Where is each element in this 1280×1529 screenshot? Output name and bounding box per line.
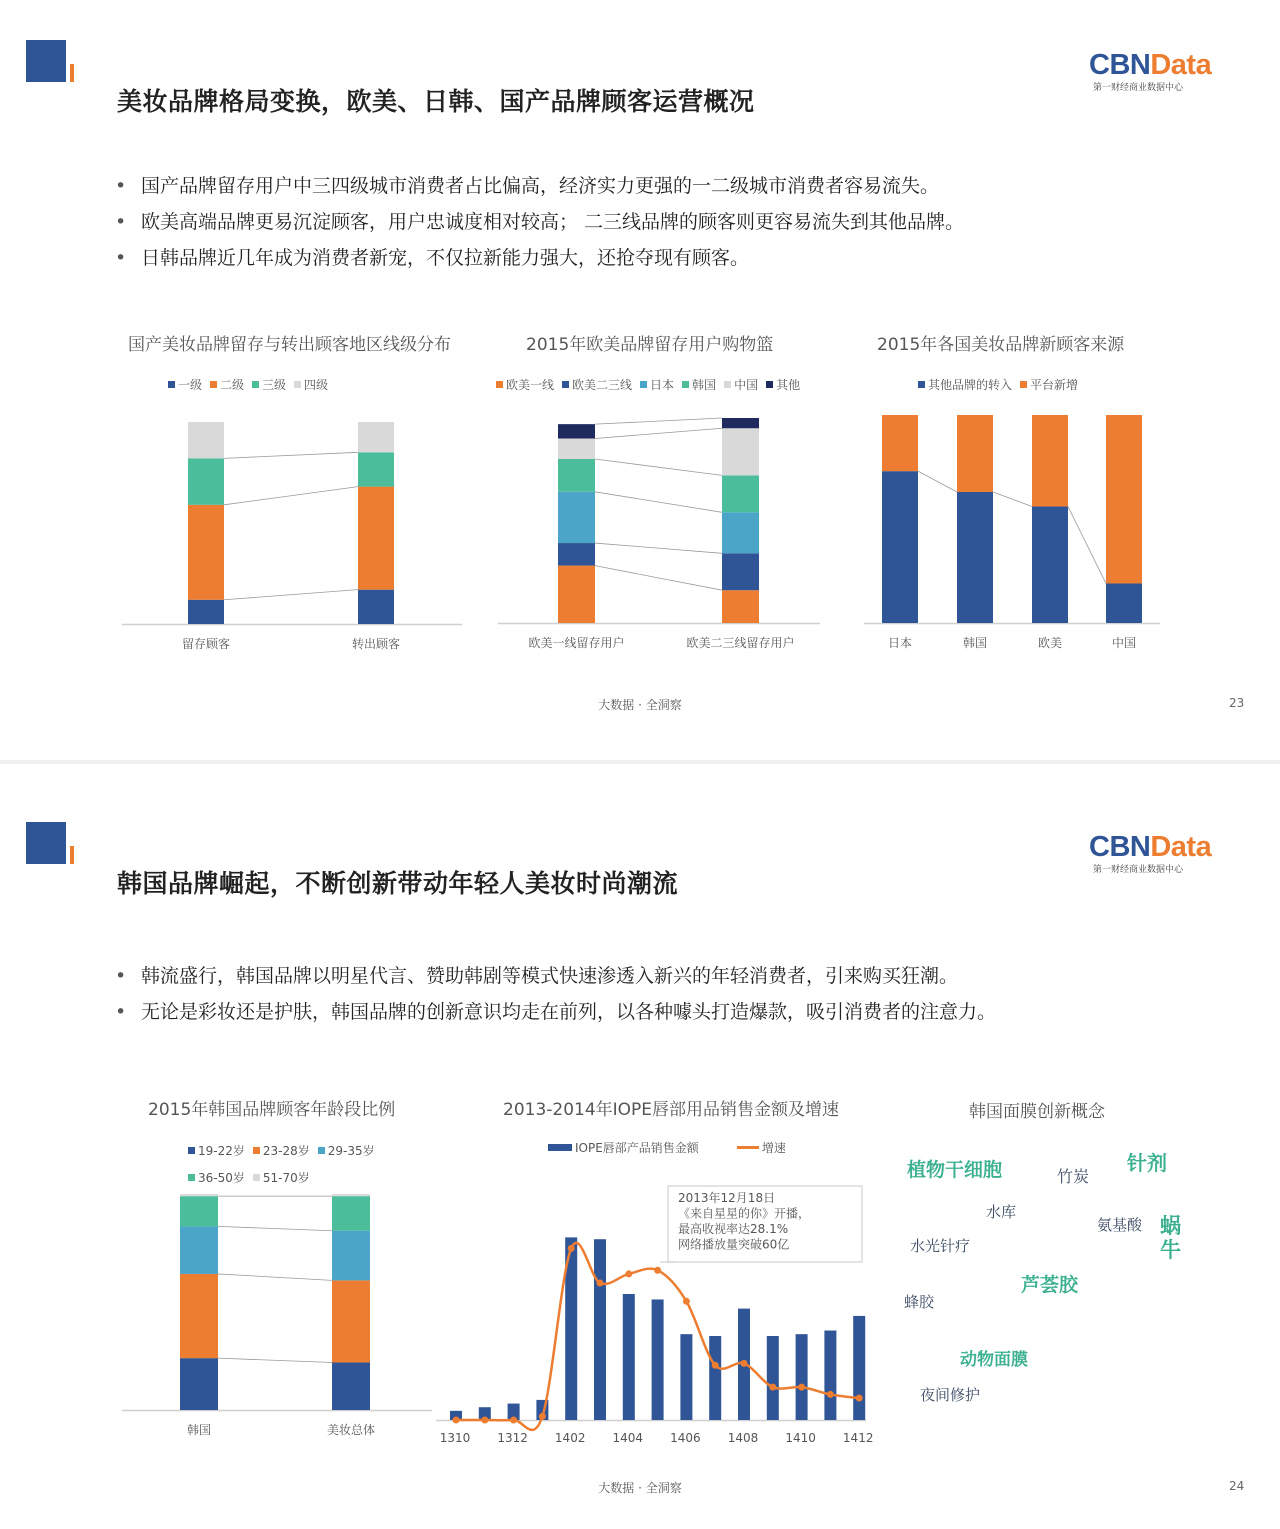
x-tick-label: 1410: [785, 1431, 816, 1445]
growth-point: [769, 1384, 776, 1391]
legend-swatch: [737, 1146, 759, 1149]
bar-segment: [558, 492, 595, 543]
logo-subtitle: 第一财经商业数据中心: [1093, 83, 1184, 93]
legend-swatch: [1020, 381, 1027, 388]
bar-segment: [722, 553, 759, 590]
x-tick-label: 1312: [497, 1431, 528, 1445]
legend-swatch: [168, 381, 175, 388]
x-tick-label: 1408: [727, 1431, 759, 1445]
bar-segment: [332, 1231, 370, 1281]
footer-text: 大数据 · 全洞察: [598, 1481, 682, 1495]
growth-point: [712, 1362, 719, 1369]
growth-point: [798, 1384, 805, 1391]
legend-item: [707, 1139, 786, 1156]
cbndata-logo: [1089, 832, 1229, 875]
legend-label: 四级: [304, 378, 329, 392]
connector-line: [218, 1274, 332, 1280]
corner-bar-decoration: [70, 846, 74, 864]
legend-label: 日本: [650, 378, 675, 392]
word-cloud-term: 水库: [986, 1203, 1017, 1221]
annotation-text: 最高收视率达28.1%: [678, 1222, 789, 1236]
legend-label: 51-70岁: [262, 1171, 310, 1185]
word-cloud-term: 氨基酸: [1097, 1216, 1143, 1234]
bar-segment: [558, 459, 595, 492]
logo-subtitle: 第一财经商业数据中心: [1093, 865, 1184, 875]
bar-segment: [188, 600, 224, 624]
bar-segment: [188, 422, 224, 458]
bar-segment: [882, 471, 918, 623]
bar-segment: [188, 458, 224, 504]
legend-item: [318, 1138, 375, 1165]
legend-label: 其他品牌的转入: [928, 378, 1013, 392]
sales-bar: [853, 1316, 865, 1420]
bar-segment: [957, 415, 993, 492]
connector-line: [595, 428, 722, 438]
legend-swatch: [724, 381, 731, 388]
legend-swatch: [253, 1147, 260, 1154]
legend-item: [294, 376, 328, 393]
bar-segment: [358, 487, 394, 590]
connector-line: [224, 590, 358, 600]
chart4-title: 2015年韩国品牌顾客年龄段比例: [148, 1100, 396, 1120]
connector-line: [224, 487, 358, 505]
x-tick-label: 韩国: [186, 1423, 212, 1437]
corner-square-decoration: [26, 40, 66, 82]
corner-square-decoration: [26, 822, 66, 864]
growth-point: [856, 1395, 863, 1402]
chart2-title: 2015年欧美品牌留存用户购物篮: [526, 335, 774, 355]
chart1-title: 国产美妆品牌留存与转出顾客地区线级分布: [128, 335, 451, 355]
legend-item: [548, 1139, 699, 1156]
bar-segment: [722, 475, 759, 512]
sales-bar: [767, 1336, 779, 1420]
bullet-list: [115, 958, 996, 1030]
legend-item: [1020, 376, 1078, 393]
bar-segment: [1032, 415, 1068, 507]
x-tick-label: 转出顾客: [351, 637, 401, 651]
x-tick-label: 1406: [670, 1431, 701, 1445]
chart1-svg: [118, 405, 468, 655]
growth-point: [539, 1413, 546, 1420]
legend-swatch: [188, 1174, 195, 1181]
connector-line: [224, 452, 358, 458]
bar-segment: [180, 1194, 218, 1196]
bar-segment: [957, 492, 993, 623]
legend-label: 三级: [262, 378, 287, 392]
legend-swatch: [253, 1174, 260, 1181]
bar-segment: [1032, 507, 1068, 623]
word-cloud-term: 水光针疗: [910, 1237, 971, 1255]
legend-item: [496, 376, 554, 393]
growth-point: [597, 1280, 604, 1287]
legend-label: 23-28岁: [262, 1144, 310, 1158]
logo-data-text: Data: [1150, 49, 1212, 81]
legend-label: 一级: [178, 378, 203, 392]
word-cloud-term: 针剂: [1127, 1151, 1167, 1175]
x-tick-label: 留存顾客: [181, 637, 231, 651]
chart5-svg: [430, 1182, 874, 1445]
growth-point: [741, 1360, 748, 1367]
x-tick-label: 1310: [439, 1431, 471, 1445]
bar-segment: [180, 1226, 218, 1274]
growth-point: [481, 1417, 488, 1424]
slide-24: [0, 764, 1280, 1529]
x-tick-label: 欧美: [1037, 636, 1063, 650]
word-cloud-term: 蜂胶: [904, 1293, 935, 1311]
chart1-legend: [168, 376, 336, 393]
chart3-svg: [862, 405, 1167, 655]
legend-swatch: [210, 381, 217, 388]
legend-label: 19-22岁: [198, 1144, 245, 1158]
bar-segment: [188, 505, 224, 600]
bar-segment: [332, 1194, 370, 1196]
chart5-title: 2013-2014年IOPE唇部用品销售金额及增速: [503, 1100, 840, 1120]
legend-item: [253, 1138, 310, 1165]
logo-data-text: Data: [1150, 831, 1212, 863]
connector-line: [595, 492, 722, 513]
bar-segment: [332, 1362, 370, 1410]
bar-segment: [180, 1358, 218, 1410]
growth-point: [827, 1391, 834, 1398]
word-cloud-term: 夜间修护: [920, 1386, 981, 1404]
legend-item: [724, 376, 758, 393]
legend-swatch: [682, 381, 689, 388]
bar-segment: [558, 439, 595, 460]
legend-swatch: [252, 381, 259, 388]
bar-segment: [558, 424, 595, 438]
slide-title: 美妆品牌格局变换，欧美、日韩、国产品牌顾客运营概况: [117, 87, 755, 116]
page-number: 23: [1229, 696, 1245, 710]
x-tick-label: 韩国: [962, 636, 988, 650]
chart6-title: 韩国面膜创新概念: [969, 1102, 1105, 1122]
corner-bar-decoration: [70, 64, 74, 82]
sales-bar: [652, 1299, 664, 1420]
bar-segment: [722, 512, 759, 553]
legend-item: [766, 376, 800, 393]
legend-swatch: [918, 381, 925, 388]
legend-item: [188, 1138, 245, 1165]
annotation-text: 《来自星星的你》开播，: [678, 1206, 811, 1221]
bar-segment: [558, 543, 595, 566]
word-cloud-term: 植物干细胞: [907, 1159, 1003, 1181]
connector-line: [595, 459, 722, 475]
bar-segment: [180, 1196, 218, 1226]
legend-label: 韩国: [692, 378, 717, 392]
connector-line: [595, 543, 722, 553]
logo-cbn-text: CBN: [1089, 49, 1151, 81]
word-cloud-term: 牛: [1160, 1238, 1181, 1262]
legend-swatch: [496, 381, 503, 388]
legend-swatch: [766, 381, 773, 388]
legend-item: [252, 376, 286, 393]
legend-label: 平台新增: [1030, 378, 1079, 392]
chart5-legend: [548, 1139, 794, 1156]
legend-label: 中国: [734, 378, 759, 392]
x-tick-label: 1412: [842, 1431, 874, 1445]
bar-segment: [332, 1280, 370, 1362]
bullet-item: • 欧美高端品牌更易沉淀顾客，用户忠诚度相对较高； 二三线品牌的顾客则更容易流失到其他品牌。: [115, 211, 965, 233]
legend-label: 29-35岁: [327, 1144, 375, 1158]
growth-point: [510, 1417, 517, 1424]
connector-line: [595, 418, 722, 424]
word-cloud-term: 动物面膜: [960, 1350, 1028, 1370]
slide-title: 韩国品牌崛起，不断创新带动年轻人美妆时尚潮流: [117, 869, 679, 898]
word-cloud-term: 芦荟胶: [1021, 1274, 1079, 1296]
x-tick-label: 1404: [612, 1431, 644, 1445]
legend-swatch: [562, 381, 569, 388]
x-tick-label: 美妆总体: [326, 1423, 376, 1437]
legend-swatch: [188, 1147, 195, 1154]
sales-bar: [623, 1294, 635, 1420]
chart2-svg: [494, 405, 824, 655]
growth-point: [683, 1298, 690, 1305]
bullet-item: • 无论是彩妆还是护肤，韩国品牌的创新意识均走在前列，以各种噱头打造爆款，吸引消费者的注意力。: [115, 1001, 997, 1023]
annotation-text: 网络播放量突破60亿: [678, 1237, 790, 1252]
legend-swatch: [548, 1144, 572, 1151]
x-tick-label: 1402: [554, 1431, 586, 1445]
legend-item: [918, 376, 1012, 393]
legend-label: 36-50岁: [198, 1171, 245, 1185]
legend-item: [562, 376, 632, 393]
legend-item: [168, 376, 202, 393]
legend-swatch: [318, 1147, 325, 1154]
legend-label: 其他: [776, 378, 801, 392]
growth-point: [568, 1245, 575, 1252]
chart3-legend: [918, 376, 1086, 393]
legend-label: 增速: [761, 1141, 786, 1155]
legend-swatch: [640, 381, 647, 388]
connector-line: [218, 1226, 332, 1230]
annotation-text: 2013年12月18日: [678, 1191, 776, 1205]
bullet-list: [115, 168, 964, 276]
legend-item: [682, 376, 716, 393]
sales-bar: [824, 1331, 836, 1420]
x-tick-label: 欧美二三线留存用户: [686, 636, 795, 650]
sales-bar: [709, 1336, 721, 1420]
page-number: 24: [1229, 1479, 1245, 1493]
sales-bar: [680, 1334, 692, 1420]
cbndata-logo: [1089, 50, 1229, 93]
bar-segment: [180, 1274, 218, 1358]
bar-segment: [358, 422, 394, 452]
bullet-item: • 韩流盛行，韩国品牌以明星代言、赞助韩剧等模式快速渗透入新兴的年轻消费者，引来购买狂潮。: [115, 965, 959, 987]
bullet-item: • 国产品牌留存用户中三四级城市消费者占比偏高，经济实力更强的一二级城市消费者容易流失。: [115, 175, 940, 197]
legend-label: 欧美二三线: [572, 378, 633, 392]
x-tick-label: 日本: [887, 636, 913, 650]
chart2-legend: [496, 376, 808, 393]
bar-segment: [358, 452, 394, 486]
connector-line: [918, 471, 957, 492]
legend-item: [210, 376, 244, 393]
sales-bar: [796, 1334, 808, 1420]
legend-label: 二级: [220, 378, 245, 392]
footer-text: 大数据 · 全洞察: [598, 698, 682, 712]
growth-point: [625, 1270, 632, 1277]
bullet-item: • 日韩品牌近几年成为消费者新宠，不仅拉新能力强大，还抢夺现有顾客。: [115, 247, 750, 269]
growth-point: [453, 1417, 460, 1424]
chart4-svg: [120, 1184, 435, 1437]
connector-line: [1068, 507, 1106, 584]
sales-bar: [594, 1239, 606, 1420]
bar-segment: [1106, 583, 1142, 623]
legend-swatch: [294, 381, 301, 388]
x-tick-label: 欧美一线留存用户: [528, 636, 625, 650]
legend-label: IOPE唇部产品销售金额: [575, 1141, 699, 1155]
word-cloud-term: 竹炭: [1057, 1167, 1090, 1186]
bar-segment: [558, 566, 595, 623]
logo-cbn-text: CBN: [1089, 831, 1151, 863]
connector-line: [218, 1358, 332, 1362]
word-cloud-term: 蜗: [1160, 1214, 1181, 1238]
connector-line: [993, 492, 1032, 507]
legend-item: [640, 376, 674, 393]
growth-point: [654, 1267, 661, 1274]
bar-segment: [332, 1196, 370, 1231]
bar-segment: [722, 418, 759, 428]
x-tick-label: 中国: [1111, 636, 1137, 650]
connector-line: [595, 566, 722, 591]
bar-segment: [722, 590, 759, 623]
bar-segment: [358, 590, 394, 624]
bar-segment: [722, 428, 759, 475]
bar-segment: [882, 415, 918, 471]
chart3-title: 2015年各国美妆品牌新顾客来源: [877, 335, 1125, 355]
bar-segment: [1106, 415, 1142, 583]
legend-label: 欧美一线: [506, 378, 555, 392]
